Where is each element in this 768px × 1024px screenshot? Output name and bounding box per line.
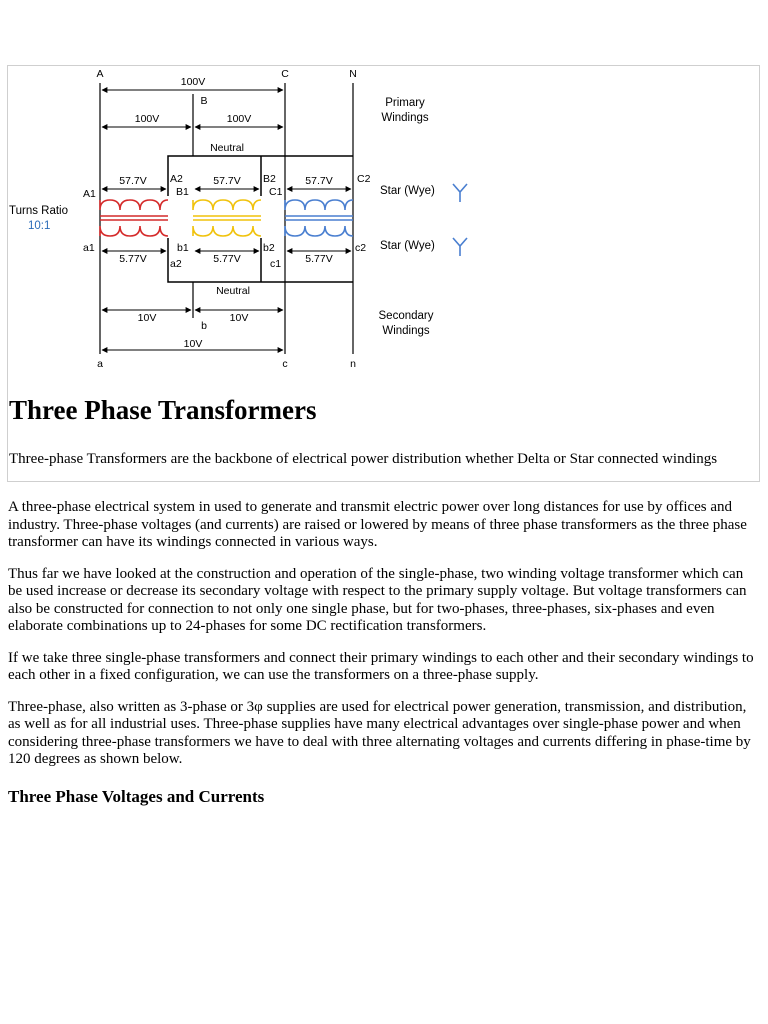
phase-c-primary-coil	[285, 200, 353, 210]
label-primary-span: 100V	[180, 76, 206, 88]
label-turns-ratio: Turns Ratio	[9, 205, 69, 217]
label-line-n: N	[349, 68, 357, 80]
label-primary-phase-c: 57.7V	[305, 175, 333, 187]
label-primary-windings: Windings	[381, 112, 429, 124]
terminal-b1: B1	[176, 186, 189, 198]
article-paragraph: A three-phase electrical system in used to generate and transmit electric power over long distances for use by offices and industry. Three-phase voltages (and currents) are raised or lowered by means of three phase transformers as the three phase transformer can have its windings connected in various ways.	[8, 499, 747, 550]
wye-symbol-icon	[453, 238, 467, 256]
terminal-a1: A1	[83, 188, 96, 200]
terminal-b2-secondary: b2	[263, 242, 275, 254]
phase-b-windings	[193, 200, 261, 236]
article-body	[8, 499, 760, 807]
article-paragraph: Three-phase, also written as 3-phase or 3φ supplies are used for electrical power generation, transmission, and distribution, as well as for all industrial uses. Three-phase supplies have many electrical advantages over single-phase power and when considering three-phase transformers we have to deal with three alternating voltages and currents differing in phase-time by 120 degrees as shown below.	[8, 698, 751, 767]
phase-b-primary-coil	[193, 200, 261, 210]
label-secondary-phase-c: 5.77V	[305, 253, 333, 265]
label-primary-phase-b: 57.7V	[213, 175, 241, 187]
label-secondary-windings: Secondary	[378, 310, 434, 322]
phase-a-secondary-coil	[100, 226, 168, 236]
label-star-wye-primary: Star (Wye)	[380, 185, 435, 197]
label-primary-windings: Primary	[385, 97, 425, 109]
label-star-wye-secondary: Star (Wye)	[380, 240, 435, 252]
label-primary-bc: 100V	[226, 113, 252, 125]
label-line-a: A	[96, 68, 104, 80]
page-title: Three Phase Transformers	[9, 395, 317, 425]
terminal-a1-secondary: a1	[83, 242, 95, 254]
figure-card	[7, 65, 760, 482]
article-paragraph: If we take three single-phase transformers and connect their primary windings to each other and their secondary windings to each other in a fixed configuration, we can use the transformers on a three-phase supply.	[8, 649, 754, 683]
label-neutral-primary: Neutral	[210, 142, 244, 154]
wye-symbol-icon	[453, 184, 467, 202]
label-secondary-ab: 10V	[137, 312, 157, 324]
section-heading: Three Phase Voltages and Currents	[8, 786, 265, 806]
label-neutral-secondary: Neutral	[216, 285, 250, 297]
label-line-b: B	[200, 95, 208, 107]
terminal-c1: C1	[269, 186, 283, 198]
label-secondary-windings: Windings	[382, 325, 430, 337]
page-subtitle: Three-phase Transformers are the backbone of electrical power distribution whether Delta or Star connected windings	[9, 451, 718, 467]
article-paragraph: Thus far we have looked at the construction and operation of the single-phase, two winding voltage transformer which can be used increase or decrease its secondary voltage with respect to the primary supply voltage. But voltage transformers can also be constructed for connection to not only one single phase, but for two-phases, three-phases, six-phases and even elaborate combinations up to 24-phases for some DC rectification transformers.	[8, 565, 747, 634]
phase-c-secondary-coil	[285, 226, 353, 236]
terminal-a2: A2	[170, 173, 183, 185]
label-turns-ratio-value: 10:1	[28, 220, 51, 232]
terminal-b2: B2	[263, 173, 276, 185]
phase-c-windings	[285, 200, 353, 236]
label-primary-ab: 100V	[134, 113, 160, 125]
label-secondary-span: 10V	[183, 338, 203, 350]
label-primary-phase-a: 57.7V	[119, 175, 147, 187]
label-line-c: C	[281, 68, 289, 80]
label-line-n-secondary: n	[350, 358, 356, 370]
terminal-a2-secondary: a2	[170, 258, 182, 270]
label-line-b-secondary: b	[201, 320, 207, 332]
phase-a-primary-coil	[100, 200, 168, 210]
terminal-b1-secondary: b1	[177, 242, 189, 254]
three-phase-transformer-diagram	[8, 66, 761, 386]
terminal-c2-secondary: c2	[355, 242, 367, 254]
label-secondary-phase-a: 5.77V	[119, 253, 147, 265]
label-line-a-secondary: a	[97, 358, 103, 370]
label-secondary-bc: 10V	[229, 312, 249, 324]
label-line-c-secondary: c	[282, 358, 288, 370]
phase-a-windings	[100, 200, 168, 236]
label-secondary-phase-b: 5.77V	[213, 253, 241, 265]
phase-b-secondary-coil	[193, 226, 261, 236]
terminal-c1-secondary: c1	[270, 258, 282, 270]
terminal-c2: C2	[357, 173, 371, 185]
